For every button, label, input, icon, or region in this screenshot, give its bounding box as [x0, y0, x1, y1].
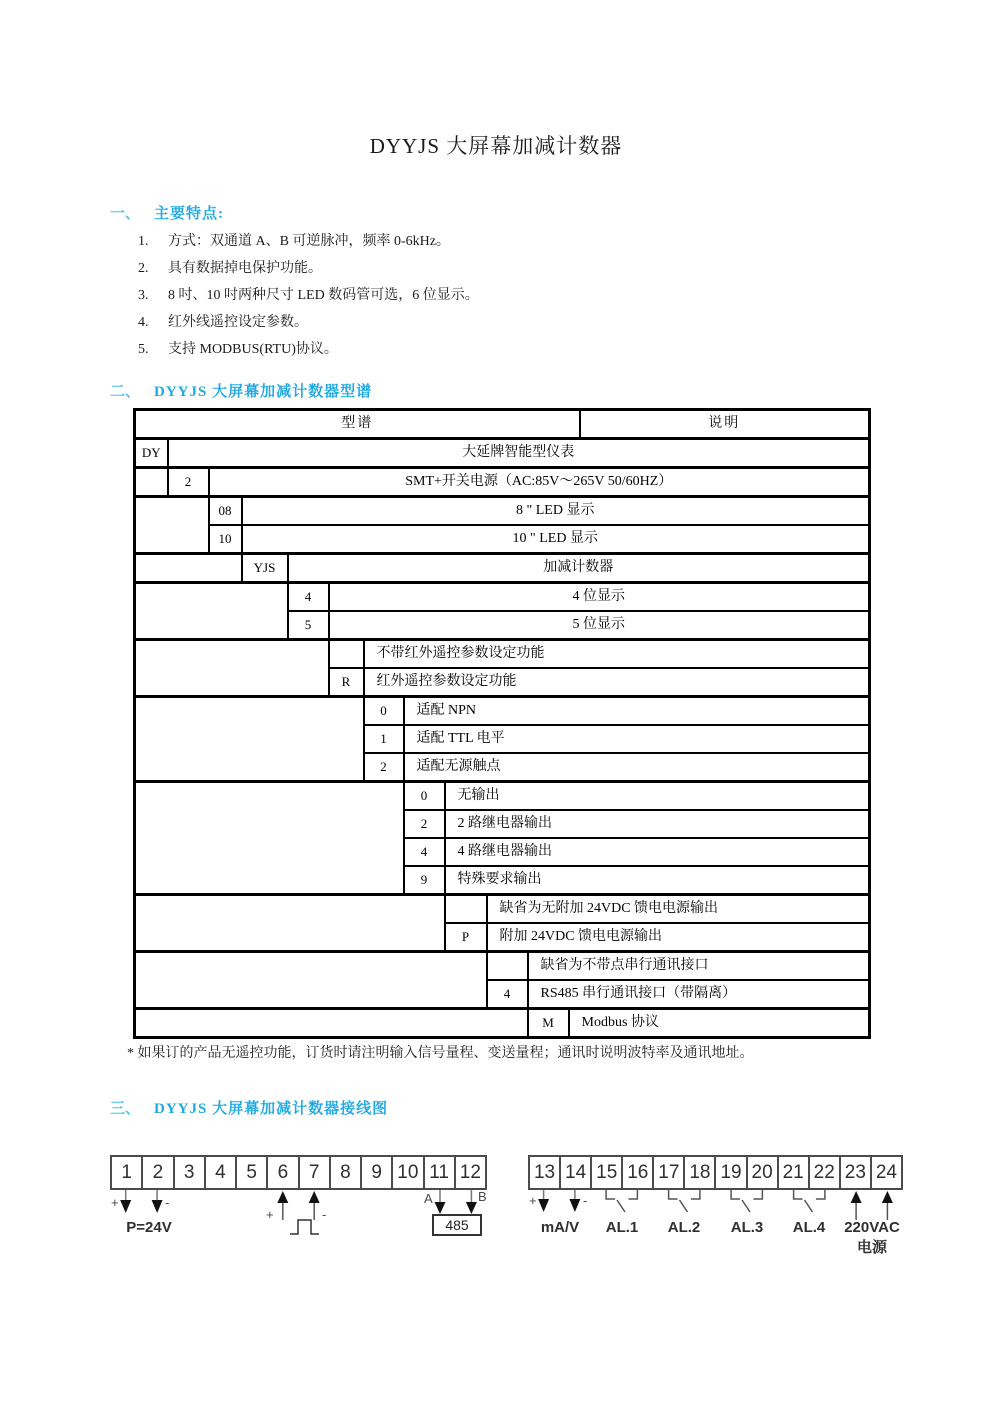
- up-arrow-icon: [277, 1191, 288, 1203]
- model-code-cell: 1: [364, 725, 404, 753]
- terminal-cell: 3: [173, 1157, 204, 1188]
- model-code-cell: 4: [487, 980, 528, 1009]
- terminal-strip-left: [110, 1155, 487, 1190]
- model-code-cell: 2: [168, 468, 209, 497]
- terminal-cell: 16: [621, 1157, 652, 1188]
- feature-number: 1.: [138, 234, 149, 249]
- model-description-cell: 不带红外遥控参数设定功能: [364, 640, 870, 669]
- terminal-cell: 7: [298, 1157, 329, 1188]
- terminal-cell: 23: [839, 1157, 870, 1188]
- spectrum-heading-label: DYYJS 大屏幕加减计数器型谱: [154, 384, 373, 400]
- relay-contact-icon: [731, 1190, 762, 1212]
- feature-text: 支持 MODBUS(RTU)协议。: [168, 342, 338, 357]
- model-code-cell: 2: [404, 810, 445, 838]
- terminal-cell: 20: [746, 1157, 777, 1188]
- feature-text: 具有数据掉电保护功能。: [168, 261, 322, 276]
- terminal-cell: 2: [141, 1157, 172, 1188]
- terminal-cell: 21: [777, 1157, 808, 1188]
- spectrum-header-model: 型谱: [135, 410, 580, 439]
- spectrum-section-number: 二、: [110, 384, 141, 400]
- model-description-cell: RS485 串行通讯接口（带隔离）: [528, 980, 870, 1009]
- spectrum-table: [133, 408, 871, 1039]
- spectrum-spacer: [135, 782, 404, 895]
- terminal-cell: 8: [329, 1157, 360, 1188]
- analog-input-wires: [529, 1190, 587, 1212]
- spectrum-spacer: [135, 697, 364, 782]
- model-code-cell: P: [445, 923, 487, 952]
- down-arrow-icon: [435, 1202, 446, 1214]
- model-code-cell: 10: [209, 525, 242, 554]
- spectrum-spacer: [135, 895, 445, 952]
- model-description-cell: 红外遥控参数设定功能: [364, 668, 870, 697]
- terminal-cell: 5: [235, 1157, 266, 1188]
- model-code-cell: M: [528, 1009, 569, 1038]
- relay-contact-icons: [606, 1190, 825, 1212]
- model-code-cell: 0: [364, 697, 404, 726]
- terminal-strip-right: [528, 1155, 903, 1190]
- model-code-cell: 4: [404, 838, 445, 866]
- plus-label: +: [266, 1207, 274, 1222]
- spectrum-spacer: [135, 1009, 528, 1038]
- model-description-cell: Modbus 协议: [569, 1009, 870, 1038]
- feature-number: 4.: [138, 315, 149, 330]
- model-description-cell: 加减计数器: [288, 554, 870, 583]
- model-description-cell: 8 " LED 显示: [242, 497, 870, 526]
- down-arrow-icon: [466, 1202, 477, 1214]
- ac-label-2: 电源: [856, 1239, 887, 1256]
- comm-485-box: 485: [432, 1214, 482, 1236]
- feature-item: [138, 257, 322, 277]
- relay-contact-icon: [669, 1190, 700, 1212]
- model-code-cell: 5: [288, 611, 329, 640]
- down-arrow-icon: [152, 1200, 163, 1213]
- power-supply-wires: [111, 1190, 169, 1213]
- terminal-cell: 12: [454, 1157, 485, 1188]
- model-description-cell: 10 " LED 显示: [242, 525, 870, 554]
- terminal-cell: 9: [360, 1157, 391, 1188]
- feature-text: 红外线遥控设定参数。: [168, 315, 308, 330]
- minus-label: -: [583, 1193, 588, 1208]
- features-heading-label: 主要特点:: [154, 206, 225, 222]
- model-description-cell: 缺省为无附加 24VDC 馈电电源输出: [487, 895, 870, 924]
- spectrum-spacer: [135, 497, 209, 554]
- features-section-number: 一、: [110, 206, 141, 222]
- model-code-cell: [329, 640, 364, 669]
- minus-label: -: [322, 1207, 327, 1222]
- terminal-cell: 18: [683, 1157, 714, 1188]
- spectrum-spacer: [135, 554, 242, 583]
- model-code-cell: [445, 895, 487, 924]
- spectrum-section-heading: [110, 380, 372, 401]
- alarm-label: AL.4: [792, 1219, 826, 1236]
- wiring-section-heading: [110, 1097, 388, 1118]
- plus-label: +: [111, 1195, 119, 1210]
- rs485-wires: [424, 1190, 487, 1214]
- ac-power-wires: [851, 1191, 893, 1220]
- power-label: P=24V: [126, 1219, 172, 1236]
- terminal-block-left: [110, 1155, 487, 1275]
- model-description-cell: 5 位显示: [329, 611, 870, 640]
- model-code-cell: 4: [288, 583, 329, 612]
- terminal-cell: 19: [714, 1157, 745, 1188]
- model-description-cell: SMT+开关电源（AC:85V～265V 50/60HZ）: [209, 468, 870, 497]
- model-description-cell: 无输出: [445, 782, 870, 811]
- pulse-input-wires: [266, 1191, 326, 1234]
- terminal-cell: 10: [391, 1157, 422, 1188]
- feature-number: 5.: [138, 342, 149, 357]
- channel-a-label: A: [424, 1191, 433, 1206]
- ac-label: 220VAC: [844, 1219, 900, 1236]
- model-description-cell: 特殊要求输出: [445, 866, 870, 895]
- wiring-section-number: 三、: [110, 1101, 141, 1117]
- spectrum-spacer: [135, 952, 487, 1009]
- feature-number: 3.: [138, 288, 149, 303]
- pulse-icon: [290, 1220, 319, 1234]
- feature-number: 2.: [138, 261, 149, 276]
- terminal-cell: 17: [652, 1157, 683, 1188]
- model-description-cell: 大延牌智能型仪表: [168, 439, 870, 468]
- model-description-cell: 2 路继电器输出: [445, 810, 870, 838]
- model-code-cell: DY: [135, 439, 168, 468]
- features-section-heading: [110, 202, 224, 223]
- up-arrow-icon: [882, 1191, 893, 1203]
- model-code-cell: 0: [404, 782, 445, 811]
- up-arrow-icon: [309, 1191, 320, 1203]
- down-arrow-icon: [120, 1200, 131, 1213]
- model-description-cell: 缺省为不带点串行通讯接口: [528, 952, 870, 981]
- feature-text: 方式：双通道 A、B 可逆脉冲，频率 0-6kHz。: [168, 234, 450, 249]
- terminal-cell: 6: [266, 1157, 297, 1188]
- down-arrow-icon: [569, 1199, 580, 1212]
- terminal-cell: 11: [423, 1157, 454, 1188]
- spectrum-note: * 如果订的产品无遥控功能，订货时请注明输入信号量程、变送量程；通讯时说明波特率及通讯地址。: [127, 1046, 754, 1061]
- model-description-cell: 4 路继电器输出: [445, 838, 870, 866]
- terminal-cell: 24: [870, 1157, 901, 1188]
- model-description-cell: 适配 NPN: [404, 697, 870, 726]
- plus-label: +: [529, 1193, 537, 1208]
- terminal-cell: 4: [204, 1157, 235, 1188]
- up-arrow-icon: [851, 1191, 862, 1203]
- feature-text: 8 吋、10 吋两种尺寸 LED 数码管可选，6 位显示。: [168, 288, 479, 303]
- alarm-label: AL.2: [667, 1219, 701, 1236]
- model-code-cell: 2: [364, 753, 404, 782]
- wiring-heading-label: DYYJS 大屏幕加减计数器接线图: [154, 1101, 389, 1117]
- model-code-cell: [487, 952, 528, 981]
- model-description-cell: 适配 TTL 电平: [404, 725, 870, 753]
- feature-item: [138, 284, 479, 304]
- spectrum-spacer: [135, 640, 329, 697]
- model-code-cell: 9: [404, 866, 445, 895]
- model-description-cell: 4 位显示: [329, 583, 870, 612]
- model-description-cell: 附加 24VDC 馈电电源输出: [487, 923, 870, 952]
- terminal-cell: 13: [533, 1161, 556, 1183]
- feature-item: [138, 338, 338, 358]
- terminal-cell: 15: [590, 1157, 621, 1188]
- model-code-cell: R: [329, 668, 364, 697]
- terminal-cell: 1: [121, 1161, 132, 1183]
- spectrum-spacer: [135, 583, 288, 640]
- page-title: DYYJS 大屏幕加减计数器: [369, 134, 623, 158]
- terminal-cell: 22: [808, 1157, 839, 1188]
- down-arrow-icon: [538, 1199, 549, 1212]
- relay-contact-icon: [794, 1190, 825, 1212]
- terminal-block-right: [528, 1155, 903, 1275]
- input-label: mA/V: [540, 1219, 580, 1236]
- spectrum-spacer: [135, 468, 168, 497]
- spectrum-header-description: 说明: [580, 410, 870, 439]
- channel-b-label: B: [478, 1190, 487, 1204]
- relay-contact-icon: [606, 1190, 637, 1212]
- model-code-cell: 08: [209, 497, 242, 526]
- alarm-label: AL.3: [730, 1219, 764, 1236]
- feature-item: [138, 230, 450, 250]
- alarm-label: AL.1: [605, 1219, 639, 1236]
- model-code-cell: YJS: [242, 554, 288, 583]
- feature-item: [138, 311, 308, 331]
- model-description-cell: 适配无源触点: [404, 753, 870, 782]
- terminal-cell: 14: [559, 1157, 590, 1188]
- minus-label: -: [165, 1195, 170, 1210]
